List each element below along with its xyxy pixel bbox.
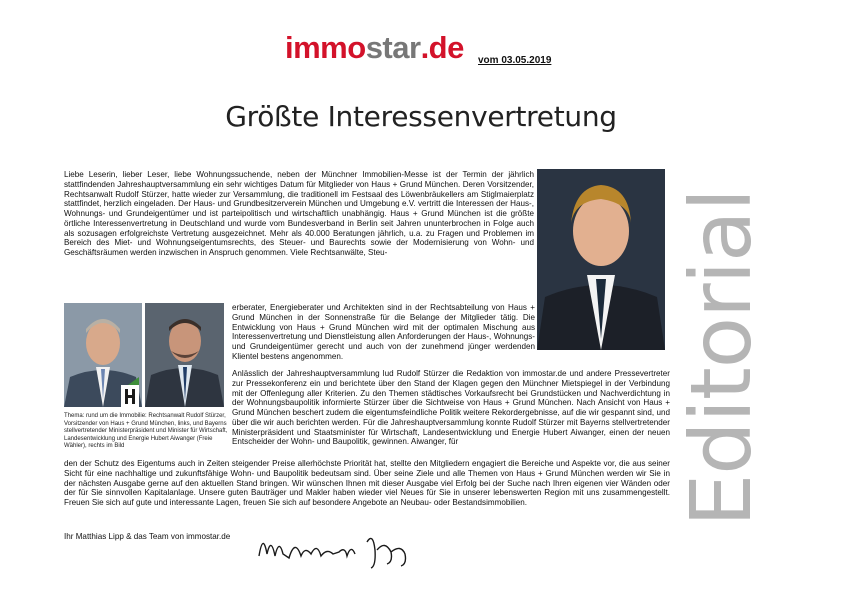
editorial-paragraph-4: den der Schutz des Eigentums auch in Zeiten steigender Preise allerhöchste Priorität hat, stellte den Mitgliedern engagiert die Bereiche und Aspekte vor, die aus seiner Sicht für eine nachhaltige und zukunftsfähige Wohn- und Baupolitik bedeutsam sind. Über seine Ziele und alle Themen von Haus + Grund München werden wir Sie in der nächsten Ausgabe gerne auf den aktuellen Stand bringen. Wir wünschen Ihnen mit dieser Ausgabe viel Erfolg bei der Suche nach Ihren eigenen vier Wänden oder der für Sie sinnvollen Kapitalanlage. Unsere guten Bauträger und Makler haben wieder viel Neues für Sie in unserer lebenswerten Region mit uns zusammengestellt. Freuen Sie sich auf gute und interessante Lagen, freuen Sie sich auf besondere Angebote an Neubau- oder Bestandsimmobilien. <box>64 459 670 507</box>
section-label-vertical <box>672 167 770 549</box>
photo-caption: Thema: rund um die Immobilie: Rechtsanwalt Rudolf Stürzer, Vorsitzender von Haus + Grund München, links, und Bayerns stellvertretender Ministerpräsident und Minister für Wirtschaft, Landesentwicklung und Energie Hubert Aiwanger (Freie Wähler), rechts im Bild <box>64 413 228 450</box>
editorial-paragraph-3: Anlässlich der Jahreshauptversammlung lud Rudolf Stürzer die Redaktion von immostar.de und andere Pressevertreter zur Pressekonferenz ein und berichtete über den Stand der Klagen gegen den Münchner Mietspiegel in der Verbindung mit der Offenlegung aller Kriterien. Zu den Themen städtisches Vorkaufsrecht bei Grundstücken und Nachverdichtung in der Wohnungsbaupolitik informierte Stürzer über die Sichtweise von Haus + Grund München. Nach Ansicht von Haus + Grund München beschert zudem die eigentumsfeindliche Politik weitere Rekordergebnisse, auf die wir gespannt sind, und über die wir auch berichten werden. Für die Jahreshauptversammlung konnte Rudolf Stürzer mit Bayerns stellvertretender Ministerpräsident und Staatsminister für Wirtschaft, Landesentwicklung und Energie Hubert Aiwanger, einen der neuen Entscheider der Wohn- und Baupolitik, gewinnen. Aiwanger, für <box>232 369 670 447</box>
logo-part-star: star <box>365 30 421 65</box>
photo-rudolf-stuerzer <box>64 303 142 407</box>
section-label-text: Editorial <box>672 189 770 527</box>
photo-hubert-aiwanger <box>145 303 224 407</box>
logo-part-de: .de <box>420 30 464 65</box>
logo <box>285 30 464 66</box>
logo-part-immo: immo <box>285 30 366 65</box>
sign-off: Ihr Matthias Lipp & das Team von immostar.de <box>64 532 231 541</box>
signature <box>255 528 425 570</box>
photo-matthias-lipp <box>537 169 665 350</box>
editorial-paragraph-2: erberater, Energieberater und Architekten sind in der Rechtsabteilung von Haus + Grund München in der Sonnenstraße für die Belange der Mitglieder tätig. Die Entwicklung von Haus + Grund München wird mit der optimalen Mischung aus Interessenvertretung und Dienstleistung allen Anforderungen der Haus-, Wohnungs- und Grundeigentümer gerecht und auch von der zunehmend jünger werdenden Klientel bestens angenommen. <box>232 303 535 361</box>
issue-date: vom 03.05.2019 <box>478 55 552 66</box>
headline: Größte Interessenvertretung <box>225 100 617 133</box>
editorial-paragraph-1: Liebe Leserin, lieber Leser, liebe Wohnungssuchende, neben der Münchner Immobilien-Messe ist der Termin der jährlich stattfindenden Jahreshauptversammlung ein sehr wichtiges Datum für Mitglieder von Haus + Grund München. Deren Vorsitzender, Rechtsanwalt Rudolf Stürzer, hatte wieder zur Versammlung, die traditionell im Festsaal des Löwenbräukellers am Stiglmaierplatz stattfindet, herzlich eingeladen. Der Haus- und Grundbesitzerverein München und Umgebung e.V. vertritt die Interessen der Haus-, Wohnungs- und Grundeigentümer und ist parteipolitisch und wirtschaftlich unabhängig. Haus + Grund München ist die größte örtliche Interessenvertretung in Deutschland und wurde vom Bundesverband in Berlin seit Jahren ununterbrochen in Folge auch als sozusagen erfolgreichste Vertretung ausgezeichnet. Mehr als 40.000 Beratungen jährlich, u.a. zu Fragen und Problemen im Bereich des Miet- und Wohnungseigentumsrechts, des Steuer- und Baurechts sowie der Modernisierung von Wohn- und Geschäftsräumen werden inzwischen in Anspruch genommen. Viele Rechtsanwälte, Steu- <box>64 170 534 257</box>
